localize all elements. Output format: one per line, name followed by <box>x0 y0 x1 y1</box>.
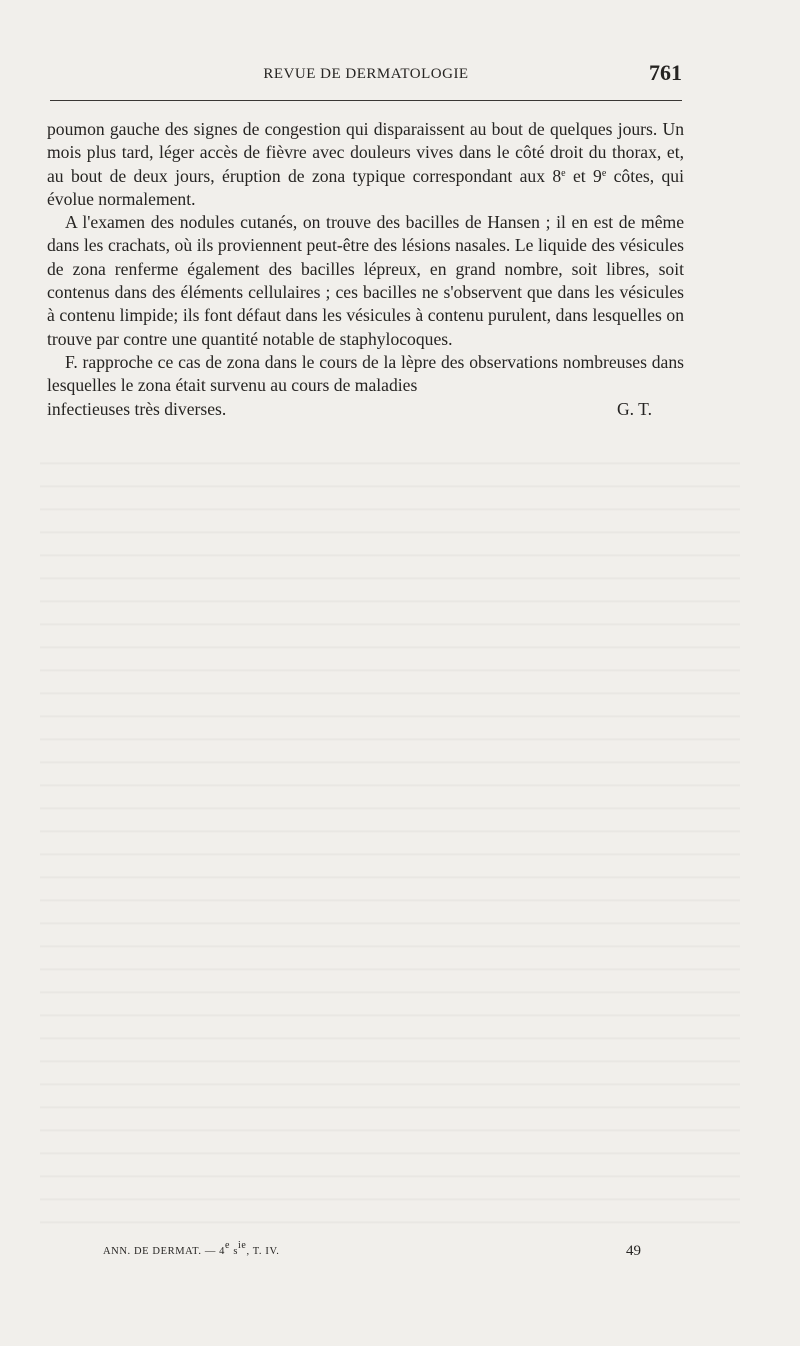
paragraph-1 <box>47 118 684 211</box>
page-header <box>50 60 682 90</box>
journal-reference-b: s <box>230 1246 239 1257</box>
journal-reference-a: ANN. DE DERMAT. — 4 <box>103 1246 226 1257</box>
closing-line <box>47 398 684 421</box>
journal-sup-e: e <box>225 1240 231 1251</box>
paragraph-2: A l'examen des nodules cutanés, on trouve des bacilles de Hansen ; il en est de même dans les crachats, où ils proviennent peut-être des lésions nasales. Le liquide des vésicules de zona renferme également des bacilles lépreux, en grand nombre, soit libres, soit contenus dans des éléments cellulaires ; ces bacilles ne s'observent que dans les vésicules à contenu limpide; ils font défaut dans les vésicules à contenu purulent, dans lesquelles on trouve par contre une quantité notable de staphylocoques. <box>47 212 684 349</box>
paragraph-3-last-line: infectieuses très diverses. <box>47 398 227 419</box>
paragraph-1-text-b: et 9 <box>565 165 602 186</box>
journal-reference <box>103 1240 280 1257</box>
journal-sup-ie: ie <box>238 1240 247 1251</box>
page-footer <box>103 1240 641 1267</box>
running-title: REVUE DE DERMATOLOGIE <box>263 66 469 82</box>
journal-reference-c: , T. IV. <box>246 1246 280 1257</box>
article-body <box>47 118 684 421</box>
paragraph-3: F. rapproche ce cas de zona dans le cours de la lèpre des observations nombreuses dans lesquelles le zona était survenu au cours de maladies <box>47 351 684 396</box>
page-number: 761 <box>649 60 682 85</box>
paragraph-1-text-c: côtes, qui évolue normalement. <box>47 165 684 209</box>
superscript-9e: e <box>601 167 607 179</box>
paragraph-1-text-a: poumon gauche des signes de congestion qui disparaissent au bout de quelques jours. Un mois plus tard, léger accès de fièvre avec douleurs vives dans le côté droit du thorax, et, au bout de deux jours, éruption de zona typique correspondant aux 8 <box>47 119 684 186</box>
superscript-8e: e <box>561 167 566 179</box>
signature-mark: 49 <box>626 1243 641 1259</box>
author-initials: G. T. <box>616 398 652 419</box>
header-rule <box>50 100 682 101</box>
show-through-texture <box>40 450 740 1230</box>
